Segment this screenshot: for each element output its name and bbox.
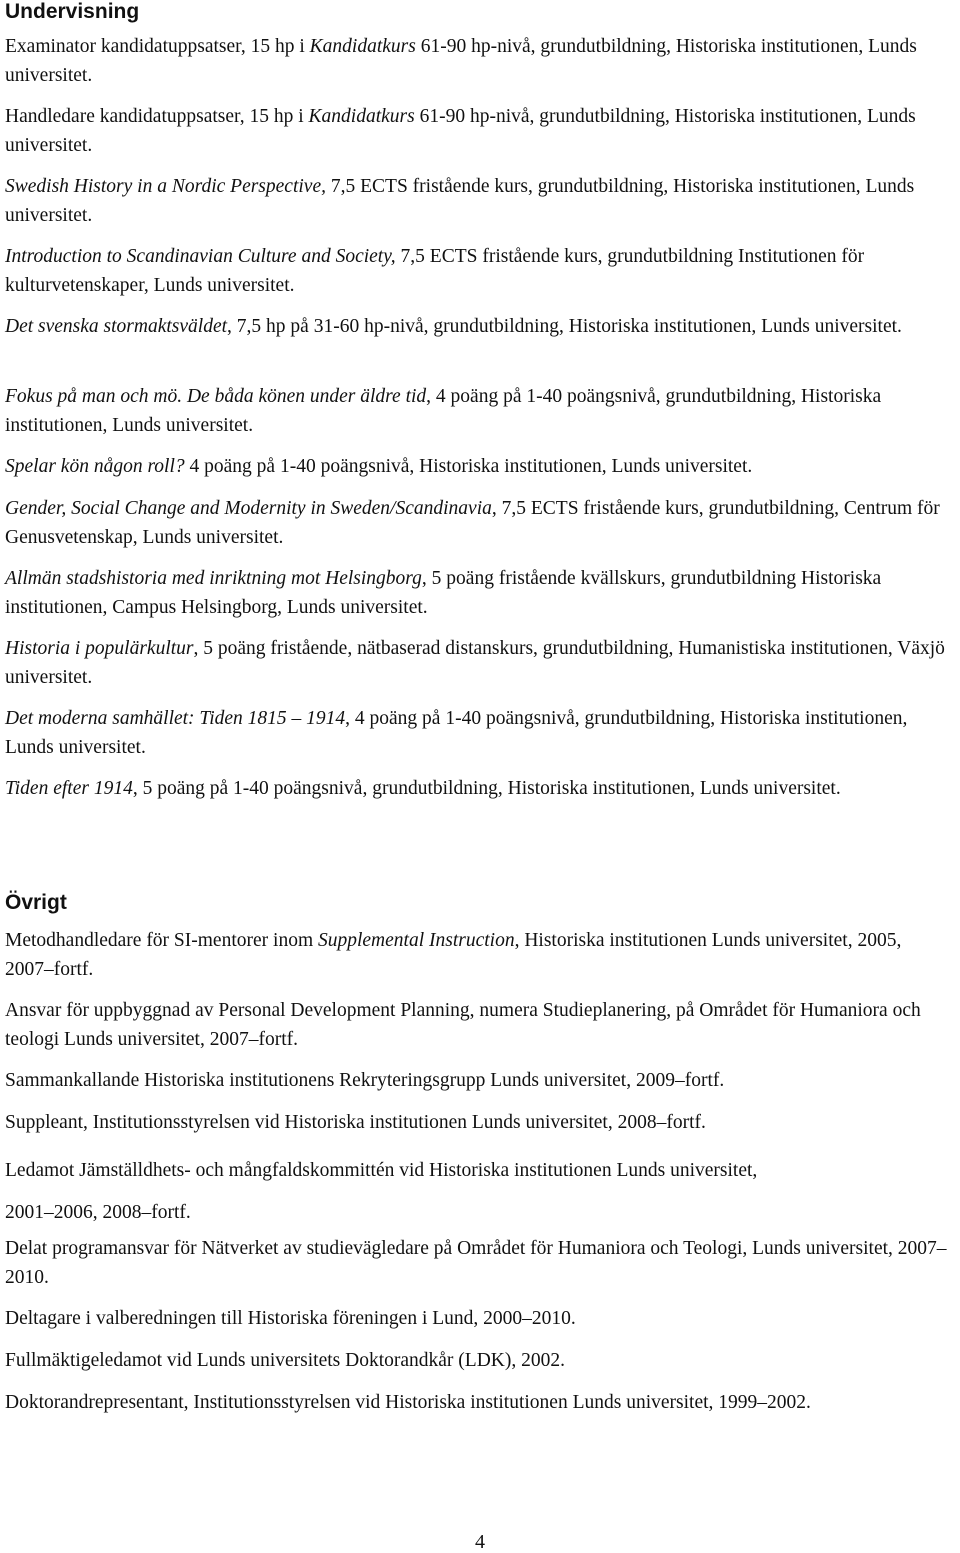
- entry-text: , 7,5 hp på 31-60 hp-nivå, grundutbildning, Historiska institutionen, Lunds universitet.: [227, 316, 902, 337]
- other-entry: [5, 1108, 950, 1137]
- other-entry: [5, 1066, 950, 1095]
- entry-title: Supplemental Instruction: [317, 930, 515, 951]
- teaching-entry: [5, 452, 950, 481]
- other-entry: [5, 926, 950, 984]
- other-entry: [5, 1304, 950, 1333]
- teaching-entry: [5, 242, 950, 300]
- entry-text: 7,5 ECTS fristående kurs, grundutbildning, Historiska institutionen, Lunds universitet.: [5, 176, 915, 226]
- entry-title: Kandidatkurs: [309, 36, 416, 57]
- entry-title: Swedish History in a Nordic Perspective,: [5, 176, 326, 197]
- other-entry: [5, 1150, 950, 1234]
- entry-text: 4 poäng på 1-40 poängsnivå, Historiska institutionen, Lunds universitet.: [184, 456, 753, 477]
- teaching-entry: [5, 494, 950, 552]
- entry-text: Delat programansvar för Nätverket av studievägledare på Området för Humaniora och Teologi, Lunds universitet, 2007–2010.: [5, 1238, 947, 1288]
- entry-title: Fokus på man och mö. De båda könen under äldre tid: [5, 386, 427, 407]
- entry-title: Introduction to Scandinavian Culture and Society,: [5, 246, 396, 267]
- entry-text: , 4 poäng på 1-40 poängsnivå, grundutbildning, Historiska institutionen, Lunds universitet.: [5, 386, 882, 436]
- entry-text: , Historiska institutionen Lunds universitet, 2005, 2007–fortf.: [5, 930, 902, 980]
- page-number: 4: [475, 1531, 485, 1553]
- entry-text: Sammankallande Historiska institutionens Rekryteringsgrupp Lunds universitet, 2009–fortf.: [5, 1070, 725, 1091]
- teaching-entry: [5, 32, 950, 90]
- teaching-entry: [5, 704, 950, 762]
- entry-title: Det svenska stormaktsväldet: [5, 316, 228, 337]
- entry-text: Fullmäktigeledamot vid Lunds universitets Doktorandkår (LDK), 2002.: [5, 1350, 565, 1371]
- entry-text: Suppleant, Institutionsstyrelsen vid Historiska institutionen Lunds universitet, 2008–fortf.: [5, 1112, 706, 1133]
- teaching-entry: [5, 172, 950, 230]
- entry-text: 61-90 hp-nivå, grundutbildning, Historiska institutionen, Lunds universitet.: [5, 106, 916, 156]
- entry-text: , 7,5 ECTS fristående kurs, grundutbildning, Centrum för Genusvetenskap, Lunds universitet.: [5, 498, 940, 548]
- entry-title: Historia i populärkultur: [5, 638, 194, 659]
- teaching-entry: [5, 564, 950, 622]
- entry-text: Ledamot Jämställdhets- och mångfaldskommittén vid Historiska institutionen Lunds universitet, 2001–2006, 2008–fortf.: [5, 1160, 758, 1223]
- entry-text: Metodhandledare för SI-mentorer inom: [5, 930, 318, 951]
- entry-text: , 4 poäng på 1-40 poängsnivå, grundutbildning, Historiska institutionen, Lunds universitet.: [5, 708, 908, 758]
- entry-text: Deltagare i valberedningen till Historiska föreningen i Lund, 2000–2010.: [5, 1308, 576, 1329]
- teaching-entry: [5, 102, 950, 160]
- entry-text: , 5 poäng fristående, nätbaserad distanskurs, grundutbildning, Humanistiska institutionen, Växjö universitet.: [5, 638, 945, 688]
- teaching-entry: [5, 382, 950, 440]
- other-entry: [5, 1346, 950, 1375]
- entry-title: Kandidatkurs: [308, 106, 415, 127]
- other-entry: [5, 1234, 950, 1292]
- entry-title: Spelar kön någon roll?: [5, 456, 185, 477]
- other-entry: [5, 1388, 950, 1417]
- entry-title: Allmän stadshistoria med inriktning mot Helsingborg: [5, 568, 422, 589]
- teaching-entry: [5, 634, 950, 692]
- entry-title: Det moderna samhället: Tiden 1815 – 1914: [5, 708, 346, 729]
- section-heading-ovrigt: Övrigt: [5, 891, 67, 914]
- teaching-entry: [5, 774, 950, 803]
- other-entry: [5, 996, 950, 1054]
- entry-text: 61-90 hp-nivå, grundutbildning, Historiska institutionen, Lunds universitet.: [5, 36, 917, 86]
- entry-text: 7,5 ECTS fristående kurs, grundutbildning Institutionen för kulturvetenskaper, Lunds universitet.: [5, 246, 865, 296]
- teaching-entry: [5, 312, 950, 341]
- entry-text: , 5 poäng på 1-40 poängsnivå, grundutbildning, Historiska institutionen, Lunds universitet.: [132, 778, 841, 799]
- entry-text: Handledare kandidatuppsatser, 15 hp i: [5, 106, 309, 127]
- entry-text: Ansvar för uppbyggnad av Personal Development Planning, numera Studieplanering, på Området för Humaniora och teologi Lunds universitet, 2007–fortf.: [5, 1000, 921, 1050]
- entry-text: , 5 poäng fristående kvällskurs, grundutbildning Historiska institutionen, Campus Helsingborg, Lunds universitet.: [5, 568, 882, 618]
- section-heading-undervisning: Undervisning: [5, 0, 140, 23]
- entry-title: Tiden efter 1914: [5, 778, 133, 799]
- entry-title: Gender, Social Change and Modernity in Sweden/Scandinavia: [5, 498, 492, 519]
- entry-text: Doktorandrepresentant, Institutionsstyrelsen vid Historiska institutionen Lunds universitet, 1999–2002.: [5, 1392, 811, 1413]
- entry-text: Examinator kandidatuppsatser, 15 hp i: [5, 36, 310, 57]
